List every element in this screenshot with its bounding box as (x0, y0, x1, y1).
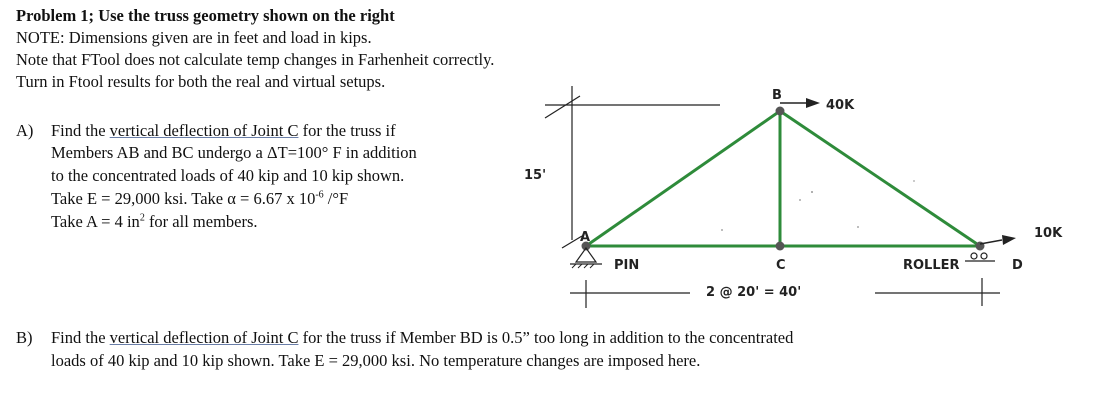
part-b-label: B) (16, 328, 33, 347)
member-bd (780, 111, 980, 246)
support-d-label: ROLLER (903, 258, 960, 273)
joint-b-label: B (772, 88, 782, 103)
note-turn-in: Turn in Ftool results for both the real and virtual setups. (16, 72, 386, 91)
area-exponent: 2 (139, 212, 145, 224)
part-b-line2: loads of 40 kip and 10 kip shown. Take E = 29,000 ksi. No temperature changes are imposed here. (51, 351, 701, 370)
span-label: 2 @ 20' = 40' (706, 285, 802, 300)
part-a-e-alpha: Take E = 29,000 ksi. Take α = 6.67 x 10 (51, 189, 316, 208)
problem-label: Problem 1; (16, 6, 95, 25)
part-a-pre: Find the (51, 121, 110, 140)
part-b-post: for the truss if Member BD is 0.5” too long in addition to the concentrated (298, 328, 794, 347)
support-a-label: PIN (614, 258, 640, 273)
load-b-arrowhead (806, 98, 820, 108)
alpha-exponent: -6 (315, 189, 324, 201)
note-ftool: Note that FTool does not calculate temp changes in Farhenheit correctly. (16, 50, 495, 69)
part-a-line3: to the concentrated loads of 40 kip and 10 kip shown. (51, 166, 405, 185)
part-a-area-post: for all members. (144, 212, 258, 231)
note-units: NOTE: Dimensions given are in feet and load in kips. (16, 28, 372, 47)
part-a-label: A) (16, 121, 34, 140)
part-b-deflection-link: vertical deflection of Joint C (109, 328, 299, 347)
part-a-deflection-link: vertical deflection of Joint C (109, 121, 299, 140)
joint-d-label: D (1012, 258, 1023, 273)
part-a-area: Take A = 4 in (51, 212, 140, 231)
joint-a-label: A (580, 230, 591, 245)
height-label: 15' (524, 168, 547, 183)
load-b-label: 40K (826, 98, 855, 113)
roller-wheel-icon (981, 253, 987, 259)
joint-c-label: C (776, 258, 786, 273)
load-d-arrowhead (1002, 235, 1016, 245)
part-a-post: for the truss if (298, 121, 396, 140)
load-d-arrow (980, 240, 1002, 244)
part-a-line2: Members AB and BC undergo a ΔT=100° F in addition (51, 143, 417, 162)
joint-b-node (776, 107, 785, 116)
joint-c-node (776, 242, 785, 251)
member-ab (586, 111, 780, 246)
part-b-pre: Find the (51, 328, 110, 347)
alpha-unit: /°F (323, 189, 349, 208)
roller-wheel-icon (971, 253, 977, 259)
problem-text: Use the truss geometry shown on the right (98, 6, 395, 25)
load-d-label: 10K (1034, 226, 1063, 241)
height-tick-top (545, 96, 580, 118)
